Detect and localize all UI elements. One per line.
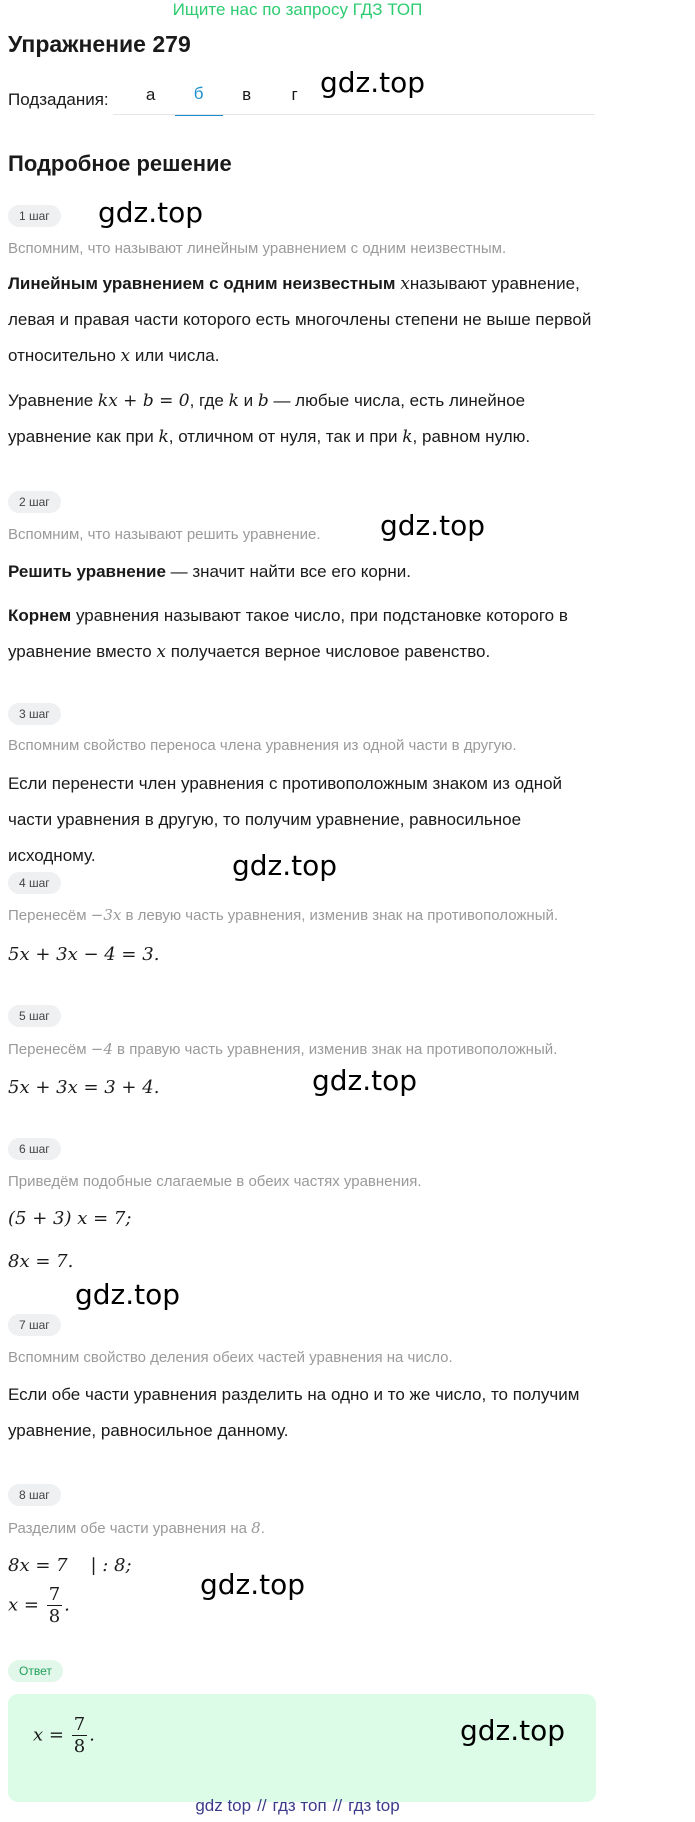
bottom-links [0,1796,595,1816]
watermark: gdz.top [200,1568,306,1601]
watermark: gdz.top [380,509,486,542]
step-hint-8 [8,1519,265,1537]
denominator: 8 [73,1736,86,1757]
link-gdz-top-mixed[interactable]: гдз top [348,1796,400,1815]
search-banner: Ищите нас по запросу ГДЗ ТОП [172,0,423,19]
step-hint-1: Вспомним, что называют линейным уравнением с одним неизвестным. [8,240,507,257]
math-term: −3x [90,906,122,924]
equation-step-6b: 8x = 7. [8,1251,74,1272]
step-badge-1: 1 шаг [8,205,61,227]
math-x: x [156,642,167,662]
math-b: b [257,391,269,411]
subtasks-bar [8,84,319,116]
transfer-property: Если перенести член уравнения с противоположным знаком из одной части уравнения в другую, то получим уравнение, равносильное исходному. [8,774,563,865]
equation-step-8a: 8x = 7 | : 8; [8,1555,132,1576]
text: , отличном от нуля, так и при [168,427,403,446]
numerator: 7 [73,1714,86,1735]
step-hint-2: Вспомним, что называют решить уравнение. [8,526,321,543]
link-gdz-top[interactable]: gdz top [195,1796,252,1815]
answer-box [8,1694,596,1802]
equation-step-6a: (5 + 3) x = 7; [8,1208,132,1229]
tab-g[interactable]: г [291,85,298,104]
text: Перенесём [8,907,91,924]
answer-equation [33,1714,95,1757]
math-x: x [400,274,410,294]
answer-badge: Ответ [8,1660,63,1682]
definition-root [8,598,596,670]
step-badge-5: 5 шаг [8,1005,61,1027]
step-hint-4 [8,906,558,924]
math-equation: kx + b = 0 [97,391,190,411]
watermark: gdz.top [98,196,204,229]
math-term: −4 [90,1040,113,1058]
step-hint-6: Приведём подобные слагаемые в обеих частях уравнения. [8,1173,422,1190]
step-badge-7: 7 шаг [8,1314,61,1336]
step-badge-2: 2 шаг [8,491,61,513]
text: — любые числа, есть линейное уравнение как при [8,391,526,446]
step-badge-4: 4 шаг [8,872,61,894]
equation-step-5: 5x + 3x = 3 + 4. [8,1077,160,1098]
fraction [47,1584,62,1627]
math-x: x [120,346,131,366]
math-text: x = [33,1724,70,1746]
text: в левую часть уравнения, изменив знак на противоположный. [121,907,559,924]
text: получается верное числовое равенство. [166,642,491,661]
math-text: . [89,1724,95,1746]
watermark: gdz.top [460,1714,566,1747]
watermark: gdz.top [75,1278,181,1311]
step-hint-3: Вспомним свойство переноса члена уравнения из одной части в другую. [8,737,517,754]
separator: // [332,1796,343,1815]
bold-term: Решить уравнение [8,562,166,581]
text: Разделим обе части уравнения на [8,1520,252,1537]
tab-b[interactable]: б [175,84,223,116]
bold-term: Корнем [8,606,72,625]
text: называют уравнение, левая и правая части которого есть многочлены степени не выше первой относительно [8,274,592,365]
watermark: gdz.top [320,66,426,99]
step-hint-7: Вспомним свойство деления обеих частей уравнения на число. [8,1349,453,1366]
text: уравнения называют такое число, при подстановке которого в уравнение вместо [8,606,568,661]
text: , где [189,391,229,410]
equation-step-8b [8,1584,70,1627]
text: — значит найти все его корни. [165,562,411,581]
denominator: 8 [48,1606,61,1627]
definition-solve [8,554,596,590]
math-text: x = [8,1594,45,1616]
math-k: k [158,427,169,447]
subtasks-label: Подзадания: [8,90,109,109]
link-gdz-top-ru[interactable]: гдз топ [272,1796,327,1815]
numerator: 7 [48,1584,61,1605]
page-title: Упражнение 279 [8,31,191,57]
math-k: k [228,391,239,411]
tab-v[interactable]: в [242,85,252,104]
step-badge-6: 6 шаг [8,1138,61,1160]
text: . [260,1520,265,1537]
equation-step-4: 5x + 3x − 4 = 3. [8,944,160,965]
text: Уравнение [8,391,98,410]
fraction [72,1714,87,1757]
math-text: . [64,1594,70,1616]
tab-a[interactable]: а [145,85,156,104]
text: в правую часть уравнения, изменив знак на противоположный. [112,1041,558,1058]
watermark: gdz.top [312,1064,418,1097]
text: Перенесём [8,1041,91,1058]
step-badge-3: 3 шаг [8,703,61,725]
step-hint-5 [8,1040,557,1058]
watermark: gdz.top [232,849,338,882]
text: и [238,391,258,410]
section-title: Подробное решение [8,151,232,176]
math-term: 8 [251,1519,261,1537]
division-property: Если обе части уравнения разделить на одно и то же число, то получим уравнение, равносильное данному. [8,1385,580,1440]
tabs-divider [113,114,595,115]
separator: // [257,1796,267,1815]
linear-equation-form [8,383,596,455]
bold-term: Линейным уравнением с одним неизвестным [8,274,396,293]
definition-linear-equation [8,266,596,374]
step-badge-8: 8 шаг [8,1484,61,1506]
text: или числа. [130,346,220,365]
text: , равном нулю. [412,427,531,446]
math-k: k [402,427,413,447]
